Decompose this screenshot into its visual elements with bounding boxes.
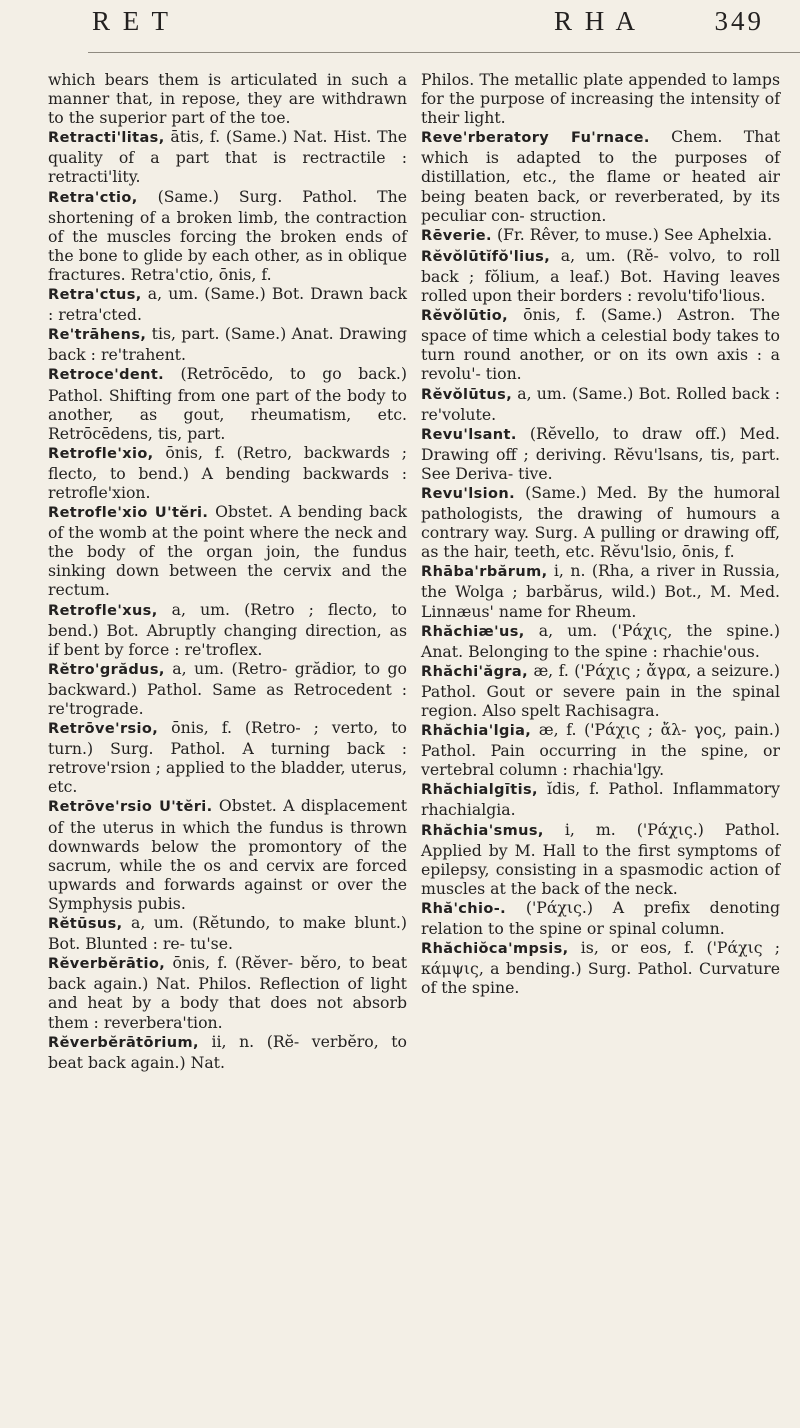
dictionary-entry [48, 443, 407, 502]
entry-definition: (Same.) Med. By the humoral pathologists, the drawing of humours a contrary way. Surg. A pulling or drawing off, as the hair, teeth, etc. Rĕvu'lsio, ōnis, f. [421, 482, 780, 562]
entry-headword: Rĕtro'grădus, [48, 661, 165, 678]
entry-headword: Rĕvŏlūtĭfŏ'lius, [421, 248, 551, 265]
entry-headword: Reve'rberatory Fu'rnace. [421, 130, 650, 147]
entry-definition: ātis, f. (Same.) Nat. Hist. The quality of a part that is rectractile : retracti'lity. [48, 127, 407, 187]
right-column [421, 70, 780, 1072]
entry-headword: Retrōve'rsio, [48, 721, 159, 738]
entry-definition: a, um. ('Ράχις, the spine.) Anat. Belonging to the spine : rhachie'ous. [421, 620, 780, 661]
dictionary-entry [421, 661, 780, 720]
header-right-guide: R H A [554, 6, 639, 36]
entry-definition: æ, f. ('Ράχις ; ἄλ- γος, pain.) Pathol. Pain occurring in the spine, or vertebral column : rhachia'lgy. [421, 720, 780, 780]
dictionary-entry [48, 796, 407, 913]
entry-headword: Revu'lsant. [421, 426, 517, 443]
entry-definition: (Retrōcēdo, to go back.) Pathol. Shifting from one part of the body to another, as gout, rheumatism, etc. Retrōcēdens, tis, part. [48, 364, 407, 443]
dictionary-entry [421, 127, 780, 224]
entry-definition: ĭdis, f. Pathol. Inflammatory rhachialgia. [421, 779, 780, 820]
entry-headword: Rhăchia'lgia, [421, 723, 532, 740]
left-column [48, 70, 407, 1072]
entry-definition: is, or eos, f. ('Ράχις ; κάμψις, a bending.) Surg. Pathol. Curvature of the spine. [421, 938, 780, 998]
dictionary-entry [421, 938, 780, 997]
entry-headword: Re'trāhens, [48, 327, 147, 344]
entry-headword: Rhāba'rbărum, [421, 564, 548, 581]
entry-definition: ii, n. (Rĕ- verbĕro, to beat back again.) Nat. [48, 1031, 407, 1072]
dictionary-entry [48, 913, 407, 953]
dictionary-entry [48, 127, 407, 186]
entry-definition: a, um. (Same.) Bot. Drawn back : retra'cted. [48, 284, 407, 325]
entry-headword: Rĕtūsus, [48, 916, 123, 933]
entry-headword: Retracti'litas, [48, 130, 165, 147]
entry-definition: a, um. (Rĕtundo, to make blunt.) Bot. Blunted : re- tu'se. [48, 913, 407, 954]
dictionary-entry [48, 1032, 407, 1072]
entry-definition: ('Ράχις.) A prefix denoting relation to the spine or spinal column. [421, 897, 780, 939]
entry-definition: æ, f. ('Ράχις ; ἄγρα, a seizure.) Pathol. Gout or severe pain in the spinal region. Also spelt Rachisagra. [421, 660, 780, 720]
entry-definition: (Fr. Rêver, to muse.) See Aphelxia. [491, 224, 773, 244]
dictionary-entry [421, 384, 780, 424]
entry-definition: Chem. That which is adapted to the purposes of distillation, etc., the flame or heated air being beaten back, or reverberated, by its peculiar con- struction. [421, 127, 781, 225]
entry-definition: a, um. (Retro ; flecto, to bend.) Bot. Abruptly changing direction, as if bent by force : re'troflex. [48, 599, 407, 659]
entry-headword: Rĕverbĕrātio, [48, 956, 166, 973]
entry-headword: Rhăchiæ'us, [421, 623, 525, 640]
entry-headword: Rhă'chio-. [421, 900, 507, 917]
entry-definition: tis, part. (Same.) Anat. Drawing back : re'trahent. [48, 324, 407, 365]
entry-headword: Rĕverbĕrātōrium, [48, 1034, 199, 1051]
entry-definition: (Rĕvello, to draw off.) Med. Drawing off ; deriving. Rĕvu'lsans, tis, part. See Deriva- tive. [421, 423, 780, 483]
dictionary-entry [421, 483, 780, 561]
dictionary-entry [421, 898, 780, 938]
header-left-guide: R E T [92, 6, 172, 36]
entry-headword: Retrōve'rsio U'tĕri. [48, 799, 213, 816]
running-header [48, 4, 780, 48]
page-number: 349 [714, 6, 764, 36]
entry-definition: ōnis, f. (Retro- ; verto, to turn.) Surg. Pathol. A turning back : retrove'rsion ; applied to the bladder, uterus, etc. [48, 718, 407, 797]
dictionary-entry [421, 820, 780, 898]
entry-headword: Rhăchia'smus, [421, 822, 544, 839]
dictionary-entry [421, 561, 780, 620]
entry-headword: Rhăchialgītis, [421, 782, 538, 799]
entry-definition: a, um. (Retro- grădior, to go backward.) Pathol. Same as Retrocedent : re'trograde. [48, 658, 407, 718]
entry-definition: ōnis, f. (Rĕver- bĕro, to beat back again.) Nat. Philos. Reflection of light and heat by a body that does not absorb them : reverbera'tion. [48, 953, 407, 1032]
header-rule [88, 52, 800, 53]
dictionary-entry [48, 187, 407, 284]
entry-definition: ōnis, f. (Retro, backwards ; flecto, to bend.) A bending backwards : retrofle'xion. [48, 442, 407, 502]
entry-definition: Obstet. A bending back of the womb at the point where the neck and the body of the organ join, the fundus sinking down between the cervix and the rectum. [48, 502, 407, 600]
entry-headword: Rēverie. [421, 227, 492, 244]
dictionary-entry [421, 779, 780, 819]
entry-definition: which bears them is articulated in such a manner that, in repose, they are withdrawn to the superior part of the toe. [48, 70, 407, 128]
dictionary-entry [421, 720, 780, 779]
dictionary-entry [421, 70, 780, 127]
dictionary-entry [48, 284, 407, 324]
dictionary-entry [48, 659, 407, 718]
entry-headword: Retrofle'xio U'tĕri. [48, 505, 209, 522]
entry-definition: a, um. (Rĕ- volvo, to roll back ; fŏlium, a leaf.) Bot. Having leaves rolled upon their borders : revolu'tifo'lious. [421, 245, 780, 306]
entry-definition: ōnis, f. (Same.) Astron. The space of time which a celestial body takes to turn round another, or on its own axis : a revolu'- tion. [421, 305, 780, 384]
entry-headword: Rĕvŏlūtio, [421, 308, 509, 325]
dictionary-entry [421, 424, 780, 483]
entry-headword: Retroce'dent. [48, 367, 165, 384]
dictionary-entry [421, 246, 780, 305]
entry-definition: (Same.) Surg. Pathol. The shortening of a broken limb, the contraction of the muscles forcing the broken ends of the bone to glide by each other, as in oblique fractures. Retra'ctio, ōnis, f. [48, 186, 407, 284]
entry-definition: Philos. The metallic plate appended to lamps for the purpose of increasing the intensity of their light. [421, 70, 780, 128]
dictionary-entry [421, 621, 780, 661]
entry-headword: Rĕvŏlūtus, [421, 386, 513, 403]
entry-definition: a, um. (Same.) Bot. Rolled back : re'volute. [421, 383, 780, 424]
entry-definition: i, n. (Rha, a river in Russia, the Wolga ; barbărus, wild.) Bot., M. Med. Linnæus' name for Rheum. [421, 561, 780, 621]
dictionary-entry [48, 502, 407, 599]
entry-headword: Rhăchi'ăgra, [421, 663, 529, 680]
entry-definition: Obstet. A displacement of the uterus in which the fundus is thrown downwards below the promontory of the sacrum, while the os and cervix are forced upwards and forwards against or over the Symphysis pubis. [48, 796, 408, 913]
entry-headword: Revu'lsion. [421, 485, 515, 502]
entry-headword: Retrofle'xus, [48, 602, 158, 619]
dictionary-entry [48, 718, 407, 796]
dictionary-entry [48, 600, 407, 659]
dictionary-entry [48, 70, 407, 127]
entry-definition: i, m. ('Ράχις.) Pathol. Applied by M. Hall to the first symptoms of epilepsy, consisting in a spasmodic action of muscles at the back of the neck. [421, 819, 780, 898]
dictionary-entry [421, 305, 780, 383]
entry-headword: Retra'ctio, [48, 189, 138, 206]
dictionary-entry [48, 324, 407, 364]
dictionary-entry [48, 953, 407, 1031]
dictionary-entry [421, 225, 780, 246]
entry-headword: Rhăchiŏca'mpsis, [421, 941, 569, 958]
dictionary-entry [48, 364, 407, 442]
entry-headword: Retra'ctus, [48, 287, 142, 304]
entry-headword: Retrofle'xio, [48, 445, 154, 462]
